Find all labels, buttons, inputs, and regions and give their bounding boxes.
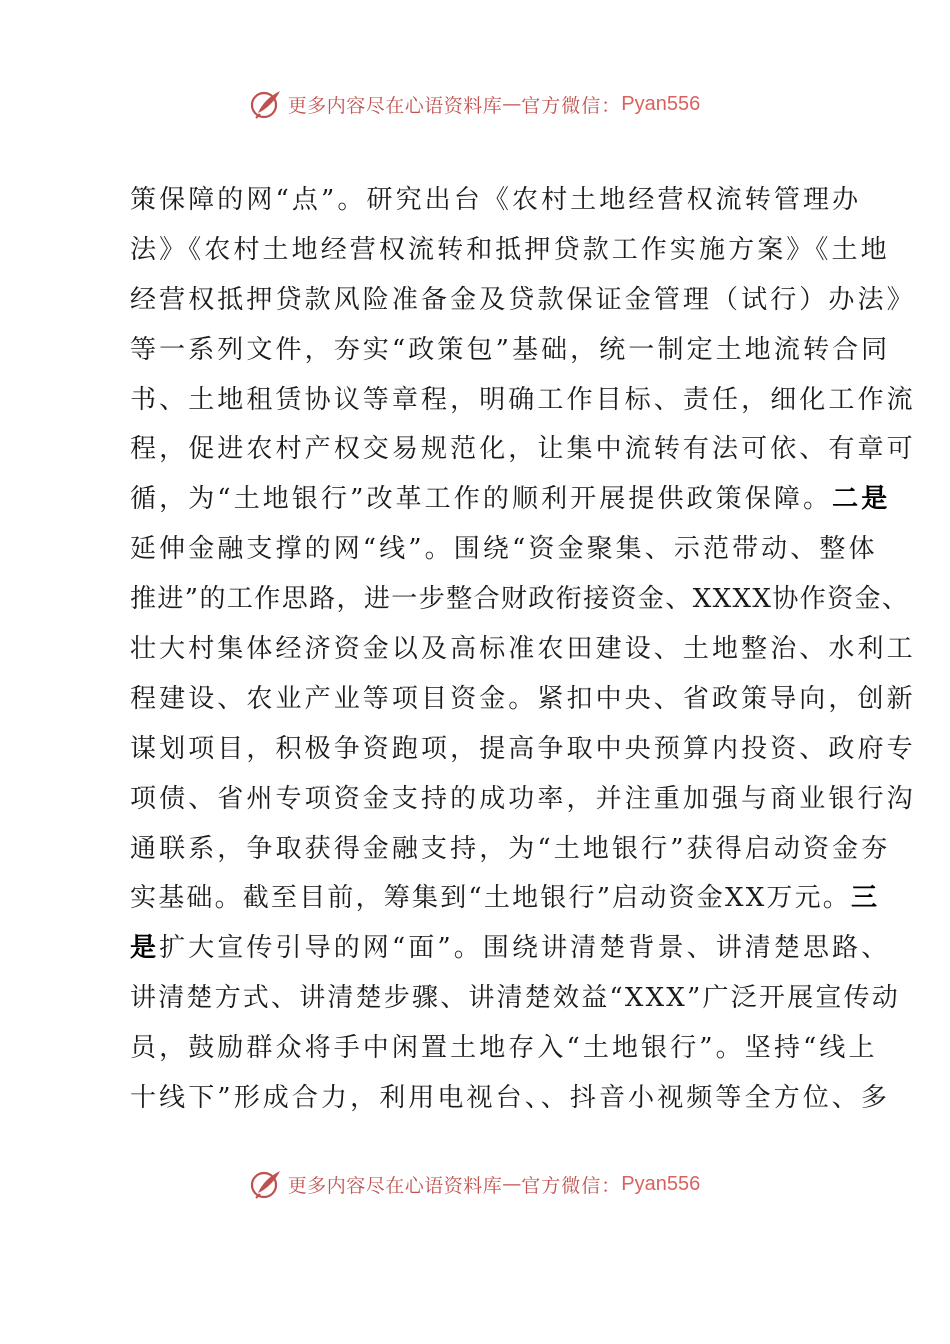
body-line: 员，鼓励群众将手中闲置土地存入“土地银行”。坚持“线上 xyxy=(130,1033,878,1064)
body-line: 经营权抵押贷款风险准备金及贷款保证金管理（试行）办法》 xyxy=(130,284,916,315)
body-line: 程建设、农业产业等项目资金。紧扣中央、省政策导向，创新 xyxy=(130,683,916,714)
banner-separator: — xyxy=(502,93,522,115)
body-line: 程，促进农村产权交易规范化，让集中流转有法可依、有章可 xyxy=(130,434,916,465)
body-line: 项债、省州专项资金支持的成功率，并注重加强与商业银行沟 xyxy=(130,783,916,814)
body-line: 等一系列文件，夯实“政策包”基础，统一制定土地流转合同 xyxy=(130,334,891,365)
banner-brand-text: 更多内容尽在心语资料库 xyxy=(287,1174,503,1197)
banner-wechat-handle: Pyan556 xyxy=(621,92,701,115)
body-line: 延伸金融支撑的网“线”。围绕“资金聚集、示范带动、整体 xyxy=(130,534,878,565)
section-marker-bold: 三 xyxy=(851,883,880,914)
quill-pen-icon xyxy=(250,1167,284,1201)
banner-brand-text: 更多内容尽在心语资料库 xyxy=(287,94,503,117)
document-body xyxy=(130,176,916,1124)
body-line: 推进”的工作思路，进一步整合财政衔接资金、XXXX协作资金、 xyxy=(130,584,910,615)
quill-pen-icon xyxy=(250,87,284,121)
body-line: 书、土地租赁协议等章程，明确工作目标、责任，细化工作流 xyxy=(130,384,916,415)
line-text: 扩大宣传引导的网“面”。围绕讲清楚背景、讲清楚思路、 xyxy=(159,933,891,964)
line-text: 循，为“土地银行”改革工作的顺利开展提供政策保障。 xyxy=(130,484,833,515)
line-text: 实基础。截至目前，筹集到“土地银行”启动资金XX万元。 xyxy=(130,883,852,914)
section-marker-bold: 二是 xyxy=(832,484,891,515)
body-line xyxy=(130,874,880,924)
body-line: 法》《农村土地经营权流转和抵押贷款工作实施方案》《土地 xyxy=(130,234,890,265)
footer-watermark-banner xyxy=(0,1164,950,1204)
banner-separator: — xyxy=(502,1173,522,1195)
body-line: 十线下”形成合力，利用电视台、、抖音小视频等全方位、多 xyxy=(130,1083,890,1114)
body-line: 通联系，争取获得金融支持，为“土地银行”获得启动资金夯 xyxy=(130,833,891,864)
header-watermark-banner xyxy=(0,84,950,124)
body-line: 策保障的网“点”。研究出台《农村土地经营权流转管理办 xyxy=(130,185,862,215)
section-marker-bold: 是 xyxy=(130,933,160,964)
body-line xyxy=(130,924,891,974)
body-line: 讲清楚方式、讲清楚步骤、讲清楚效益“XXX”广泛开展宣传动 xyxy=(130,983,900,1014)
banner-wechat-handle: Pyan556 xyxy=(621,1172,701,1195)
body-line: 壮大村集体经济资金以及高标准农田建设、土地整治、水利工 xyxy=(130,634,916,665)
body-line: 谋划项目，积极争资跑项，提高争取中央预算内投资、政府专 xyxy=(130,733,916,764)
body-line xyxy=(130,475,891,525)
banner-official-label: 官方微信： xyxy=(521,1174,622,1197)
banner-official-label: 官方微信： xyxy=(521,94,622,117)
